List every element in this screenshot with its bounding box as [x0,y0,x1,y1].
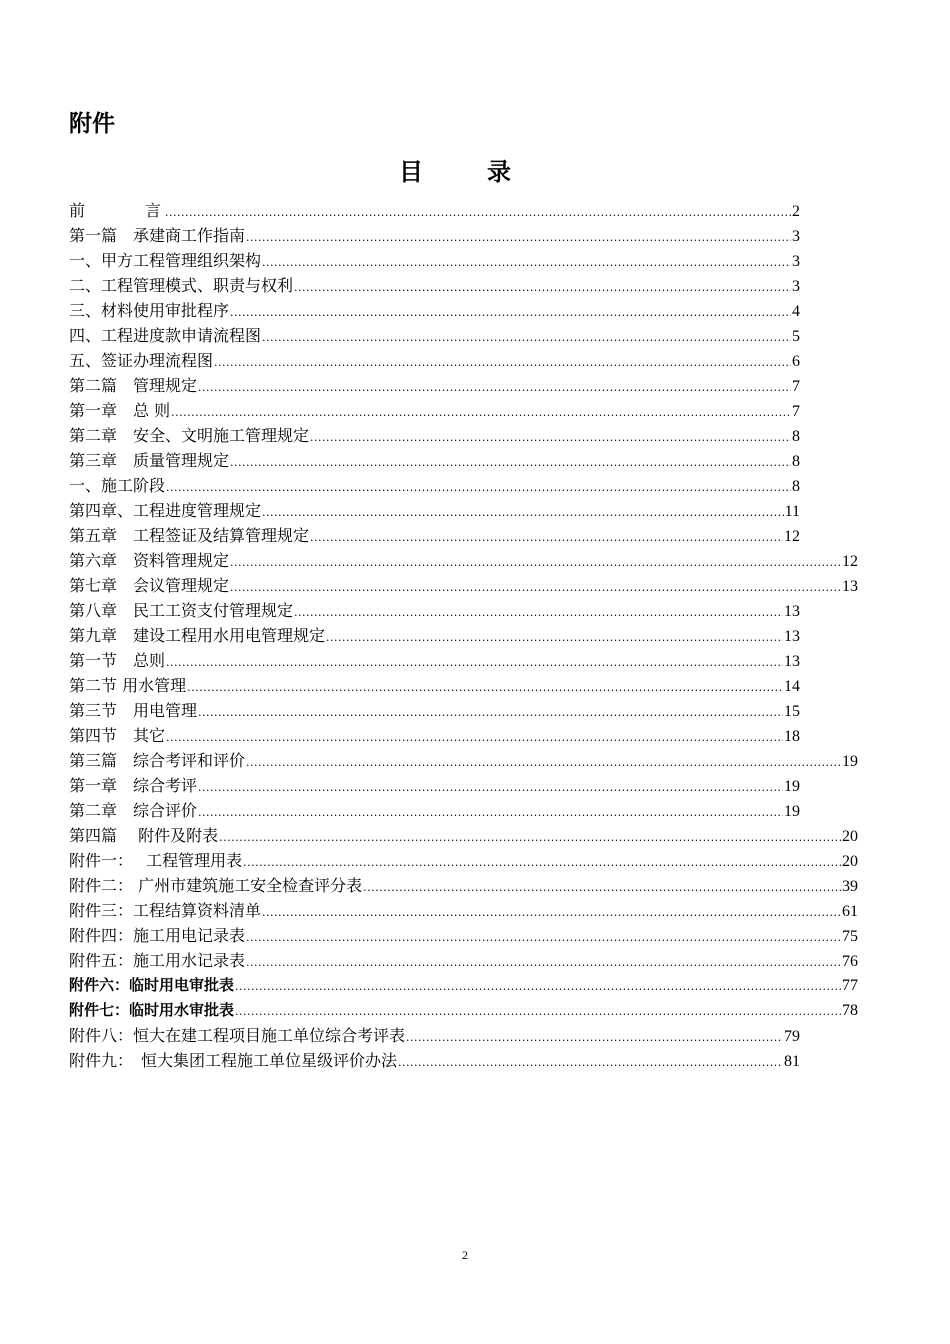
toc-entry[interactable] [69,448,800,473]
toc-leader [246,925,841,948]
toc-leader [219,825,841,848]
toc-entry-label: 第三章 质量管理规定 [69,451,230,470]
toc-entry-page: 19 [842,753,858,770]
toc-entry-page: 39 [842,878,858,895]
toc-entry-label: 前 言 [69,201,165,220]
toc-leader [363,875,841,898]
toc-entry-label: 第一章 综合考评 [69,776,198,795]
toc-entry[interactable] [69,648,800,673]
toc-entry-label: 一、甲方工程管理组织架构 [69,251,262,270]
toc-leader [198,700,783,723]
toc-entry-page: 3 [792,253,800,270]
toc-entry-page: 8 [792,478,800,495]
toc-entry[interactable] [69,948,858,973]
toc-entry-page: 19 [784,778,800,795]
toc-entry-label: 第六章 资料管理规定 [69,551,230,570]
toc-entry-page: 4 [792,303,800,320]
toc-entry[interactable] [69,473,800,498]
toc-entry-label: 第四节 其它 [69,726,166,745]
toc-entry[interactable] [69,798,800,823]
toc-entry-page: 6 [792,353,800,370]
toc-entry[interactable] [69,848,858,873]
toc-entry[interactable] [69,773,800,798]
toc-title: 目 录 [399,158,531,186]
toc-leader [198,375,791,398]
toc-entry-label: 第四章、工程进度管理规定 [69,501,262,520]
toc-entry-page: 13 [842,578,858,595]
toc-entry[interactable] [69,273,800,298]
toc-entry-label: 第一章 总 则 [69,401,171,420]
toc-leader [262,900,841,923]
toc-entry-page: 8 [792,453,800,470]
toc-leader [294,275,791,298]
toc-entry-page: 20 [842,853,858,870]
toc-entry[interactable] [69,973,858,998]
toc-entry-page: 79 [784,1028,800,1045]
table-of-contents [69,198,858,1073]
toc-leader [214,350,791,373]
toc-entry-label: 第二篇 管理规定 [69,376,198,395]
toc-entry[interactable] [69,248,800,273]
toc-leader [310,525,783,548]
toc-entry[interactable] [69,573,858,598]
toc-entry-page: 19 [784,803,800,820]
toc-entry[interactable] [69,698,800,723]
toc-entry[interactable] [69,1023,800,1048]
toc-leader [246,950,841,973]
toc-leader [198,775,783,798]
toc-entry[interactable] [69,298,800,323]
toc-entry[interactable] [69,998,858,1023]
toc-entry[interactable] [69,498,800,523]
attachment-heading: 附件 [69,111,115,137]
toc-entry[interactable] [69,723,800,748]
toc-entry-page: 20 [842,828,858,845]
toc-entry-page: 2 [792,203,800,220]
toc-entry-label: 附件六：临时用电审批表 [69,976,235,994]
toc-leader [326,625,783,648]
toc-entry-label: 附件一： 工程管理用表 [69,851,243,870]
toc-entry-page: 61 [842,903,858,920]
toc-entry-label: 附件七：临时用水审批表 [69,1001,235,1019]
toc-entry-label: 第一节 总则 [69,651,166,670]
toc-entry-label: 五、签证办理流程图 [69,351,214,370]
toc-leader [246,225,791,248]
toc-entry-label: 第七章 会议管理规定 [69,576,230,595]
toc-entry-label: 第九章 建设工程用水用电管理规定 [69,626,326,645]
toc-leader [187,675,783,698]
toc-entry-page: 15 [784,703,800,720]
toc-leader [230,575,841,598]
toc-entry-label: 附件八：恒大在建工程项目施工单位综合考评表 [69,1026,406,1045]
toc-leader [230,550,841,573]
toc-leader [165,200,791,223]
page-number: 2 [462,1248,468,1262]
toc-leader [246,750,841,773]
toc-entry-page: 12 [784,528,800,545]
toc-entry[interactable] [69,598,800,623]
toc-leader [166,725,783,748]
toc-entry-page: 11 [784,503,800,520]
toc-entry-label: 附件九： 恒大集团工程施工单位星级评价办法 [69,1051,398,1070]
toc-entry-page: 78 [842,1002,858,1019]
toc-entry-page: 77 [842,977,858,994]
toc-entry-page: 76 [842,953,858,970]
toc-entry-page: 14 [784,678,800,695]
toc-entry-page: 7 [792,403,800,420]
toc-leader [398,1050,783,1073]
toc-leader [166,650,783,673]
toc-entry-page: 18 [784,728,800,745]
toc-leader [166,475,791,498]
toc-leader [243,850,841,873]
toc-entry-label: 附件二： 广州市建筑施工安全检查评分表 [69,876,363,895]
toc-leader [262,500,784,523]
toc-leader [294,600,783,623]
toc-entry-label: 第五章 工程签证及结算管理规定 [69,526,310,545]
toc-entry[interactable] [69,423,800,448]
toc-entry-page: 75 [842,928,858,945]
toc-entry-label: 二、工程管理模式、职责与权利 [69,276,294,295]
toc-leader [230,450,791,473]
toc-entry[interactable] [69,548,858,573]
toc-entry[interactable] [69,523,800,548]
toc-entry-page: 8 [792,428,800,445]
toc-entry[interactable] [69,823,858,848]
toc-entry-label: 附件三：工程结算资料清单 [69,901,262,920]
toc-entry-label: 第四篇 附件及附表 [69,826,219,845]
toc-entry[interactable] [69,923,858,948]
toc-entry[interactable] [69,873,858,898]
toc-entry[interactable] [69,623,800,648]
toc-entry-page: 3 [792,278,800,295]
toc-entry-label: 第二章 综合评价 [69,801,198,820]
toc-leader [262,250,791,273]
toc-entry[interactable] [69,223,800,248]
toc-entry-page: 3 [792,228,800,245]
toc-entry-page: 12 [842,553,858,570]
toc-entry[interactable] [69,1048,800,1073]
toc-leader [171,400,791,423]
toc-entry[interactable] [69,348,800,373]
toc-entry-label: 第三篇 综合考评和评价 [69,751,246,770]
toc-entry[interactable] [69,198,800,223]
toc-entry-label: 第二章 安全、文明施工管理规定 [69,426,310,445]
toc-entry-page: 5 [792,328,800,345]
toc-leader [235,999,841,1023]
toc-entry-label: 第八章 民工工资支付管理规定 [69,601,294,620]
toc-entry-page: 13 [784,653,800,670]
toc-entry-label: 第二节 用水管理 [69,676,187,695]
toc-entry-page: 81 [784,1053,800,1070]
toc-entry-page: 13 [784,628,800,645]
toc-entry-label: 附件四：施工用电记录表 [69,926,246,945]
toc-leader [406,1025,783,1048]
toc-leader [198,800,783,823]
toc-entry-label: 第一篇 承建商工作指南 [69,226,246,245]
toc-entry-label: 三、材料使用审批程序 [69,301,230,320]
toc-entry[interactable] [69,373,800,398]
toc-leader [235,974,841,998]
toc-entry[interactable] [69,323,800,348]
toc-entry-page: 7 [792,378,800,395]
toc-entry-label: 附件五：施工用水记录表 [69,951,246,970]
toc-entry-page: 13 [784,603,800,620]
toc-entry[interactable] [69,748,858,773]
toc-entry[interactable] [69,398,800,423]
toc-leader [230,300,791,323]
toc-entry[interactable] [69,898,858,923]
toc-leader [262,325,791,348]
toc-entry-label: 一、施工阶段 [69,476,166,495]
toc-entry[interactable] [69,673,800,698]
toc-entry-label: 四、工程进度款申请流程图 [69,326,262,345]
toc-entry-label: 第三节 用电管理 [69,701,198,720]
toc-leader [310,425,791,448]
